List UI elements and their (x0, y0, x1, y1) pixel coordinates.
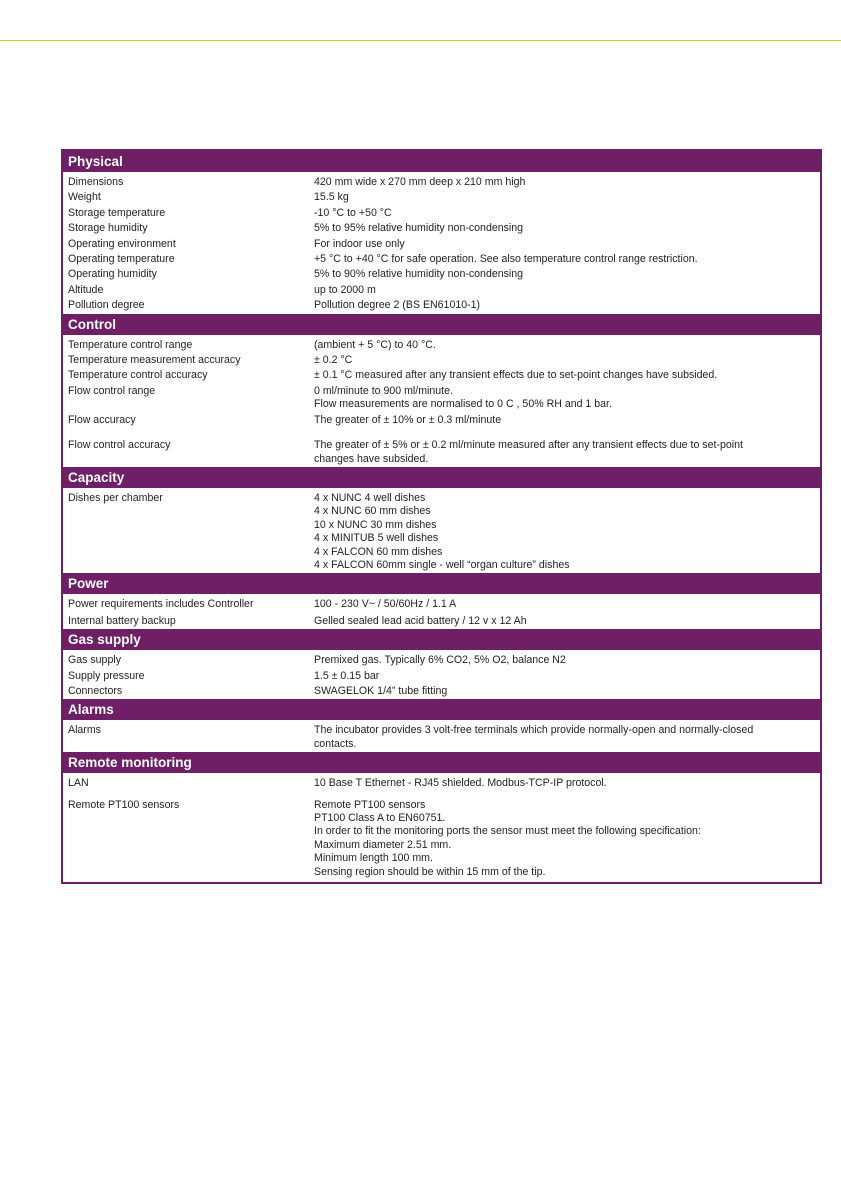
spec-label: Remote PT100 sensors (68, 798, 180, 811)
spec-value (314, 253, 814, 266)
spec-value-line: The incubator provides 3 volt-free terminals which provide normally-open and normally-closed (314, 724, 754, 737)
spec-value (314, 724, 814, 751)
spec-row (63, 433, 820, 467)
spec-value (314, 492, 814, 572)
spec-value-line: (ambient + 5 °C) to 40 °C. (314, 338, 436, 351)
spec-value-line: Maximum diameter 2.51 mm. (314, 838, 452, 851)
spec-value (314, 615, 814, 628)
spec-value-line: ± 0.2 °C (314, 354, 353, 367)
spec-row (63, 613, 820, 629)
spec-label: Storage temperature (68, 206, 166, 219)
spec-label: Operating temperature (68, 253, 175, 266)
spec-value (314, 222, 814, 235)
spec-label: Operating environment (68, 237, 176, 250)
section-header-alarms: Alarms (63, 699, 820, 720)
spec-value (314, 369, 814, 382)
spec-value (314, 268, 814, 281)
spec-row (63, 251, 820, 266)
spec-row (63, 668, 820, 683)
spec-value (314, 777, 814, 790)
spec-value-line: 10 Base T Ethernet - RJ45 shielded. Modbus-TCP-IP protocol. (314, 777, 607, 790)
spec-value (314, 191, 814, 204)
spec-label: Connectors (68, 684, 123, 697)
section-header-gas-supply: Gas supply (63, 629, 820, 650)
spec-row (63, 720, 820, 752)
spec-row (63, 266, 820, 281)
spec-value-line: -10 °C to +50 °C (314, 206, 392, 219)
spec-value-line: 100 - 230 V~ / 50/60Hz / 1.1 A (314, 598, 457, 611)
spec-value-line: 4 x NUNC 4 well dishes (314, 491, 426, 504)
spec-value-line: In order to fit the monitoring ports the sensor must meet the following specification: (314, 825, 701, 838)
spec-value (314, 238, 814, 251)
spec-label: Operating humidity (68, 268, 157, 281)
spec-label: Power requirements includes Controller (68, 598, 254, 611)
spec-row (63, 367, 820, 382)
spec-value (314, 670, 814, 683)
spec-label: Dishes per chamber (68, 491, 163, 504)
spec-label: Dimensions (68, 176, 124, 188)
spec-value-line: PT100 Class A to EN60751. (314, 812, 446, 824)
spec-label: Pollution degree (68, 299, 145, 312)
spec-label: Flow accuracy (68, 413, 136, 426)
spec-row (63, 594, 820, 612)
top-rule (0, 40, 841, 41)
spec-value-line: ± 0.1 °C measured after any transient effects due to set-point changes have subsided. (314, 369, 718, 382)
spec-value-line: 4 x FALCON 60 mm dishes (314, 545, 443, 558)
spec-value-line: SWAGELOK 1/4” tube fitting (314, 684, 448, 697)
spec-row (63, 650, 820, 667)
specification-table (61, 149, 822, 884)
spec-value-line: 15.5 kg (314, 191, 349, 204)
spec-value (314, 598, 814, 611)
spec-row (63, 297, 820, 313)
spec-row (63, 282, 820, 297)
spec-value-line: 0 ml/minute to 900 ml/minute. (314, 384, 453, 397)
spec-value (314, 299, 814, 312)
section-header-power: Power (63, 573, 820, 594)
spec-value-line: 4 x FALCON 60mm single - well “organ culture” dishes (314, 558, 570, 571)
spec-label: Weight (68, 191, 101, 204)
spec-label: Altitude (68, 283, 104, 296)
spec-value-line: up to 2000 m (314, 283, 376, 296)
spec-value (314, 685, 814, 698)
spec-row (63, 172, 820, 189)
spec-value-line: Gelled sealed lead acid battery / 12 v x 12 Ah (314, 614, 527, 627)
spec-label: Alarms (68, 724, 101, 737)
spec-value-line: For indoor use only (314, 237, 405, 250)
spec-label: Temperature control range (68, 338, 193, 351)
spec-value-line: Minimum length 100 mm. (314, 852, 433, 865)
spec-label: Flow control accuracy (68, 439, 171, 452)
spec-row (63, 236, 820, 251)
spec-value-line: Sensing region should be within 15 mm of the tip. (314, 865, 546, 878)
spec-value-line: Premixed gas. Typically 6% CO2, 5% O2, balance N2 (314, 654, 566, 667)
spec-value-line: contacts. (314, 737, 357, 750)
section-header-control: Control (63, 314, 820, 335)
spec-value (314, 385, 814, 412)
spec-value-line: changes have subsided. (314, 452, 429, 465)
spec-value-line: 4 x MINITUB 5 well dishes (314, 532, 439, 545)
spec-value-line: 10 x NUNC 30 mm dishes (314, 518, 437, 531)
spec-row (63, 791, 820, 882)
spec-value (314, 354, 814, 367)
spec-row (63, 335, 820, 352)
spec-row (63, 412, 820, 433)
spec-label: Storage humidity (68, 222, 148, 235)
section-header-physical: Physical (63, 151, 820, 172)
spec-row (63, 683, 820, 699)
spec-value-line: +5 °C to +40 °C for safe operation. See also temperature control range restriction. (314, 253, 698, 266)
spec-label: LAN (68, 777, 89, 790)
section-header-remote-monitoring: Remote monitoring (63, 752, 820, 773)
spec-row (63, 383, 820, 412)
spec-label: Temperature measurement accuracy (68, 354, 241, 367)
spec-value (314, 284, 814, 297)
spec-value (314, 799, 814, 879)
spec-row (63, 488, 820, 573)
spec-row (63, 220, 820, 235)
spec-value (314, 176, 814, 189)
spec-row (63, 189, 820, 204)
spec-value (314, 339, 814, 352)
spec-label: Supply pressure (68, 669, 145, 682)
spec-value-line: Flow measurements are normalised to 0 C , 50% RH and 1 bar. (314, 398, 612, 411)
spec-value-line: 1.5 ± 0.15 bar (314, 669, 380, 682)
spec-value (314, 654, 814, 667)
spec-label: Temperature control accuracy (68, 369, 208, 382)
section-header-capacity: Capacity (63, 467, 820, 488)
spec-value (314, 439, 814, 466)
spec-value-line: 420 mm wide x 270 mm deep x 210 mm high (314, 176, 526, 188)
spec-value-line: 5% to 95% relative humidity non-condensing (314, 222, 524, 235)
spec-row (63, 352, 820, 367)
spec-value-line: The greater of ± 5% or ± 0.2 ml/minute measured after any transient effects due to set-point (314, 439, 743, 452)
spec-value-line: Remote PT100 sensors (314, 798, 426, 811)
spec-value-line: The greater of ± 10% or ± 0.3 ml/minute (314, 413, 502, 426)
spec-value (314, 414, 814, 427)
spec-value-line: 5% to 90% relative humidity non-condensing (314, 268, 524, 281)
spec-value (314, 207, 814, 220)
spec-value-line: Pollution degree 2 (BS EN61010-1) (314, 299, 481, 312)
spec-label: Gas supply (68, 654, 121, 667)
spec-label: Flow control range (68, 384, 156, 397)
spec-label: Internal battery backup (68, 614, 176, 627)
spec-row (63, 773, 820, 790)
spec-value-line: 4 x NUNC 60 mm dishes (314, 505, 431, 518)
spec-row (63, 205, 820, 220)
